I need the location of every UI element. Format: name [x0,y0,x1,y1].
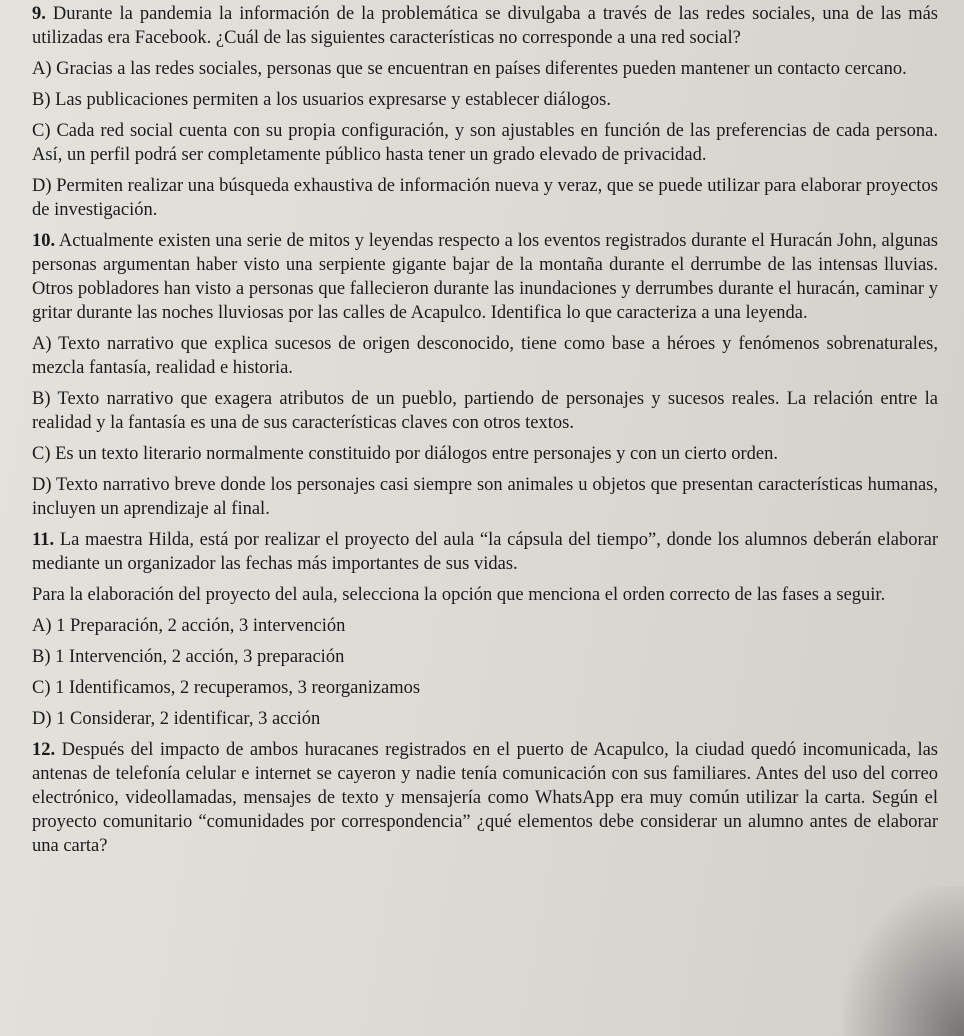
option-a: A) Texto narrativo que explica sucesos de origen desconocido, tiene como base a héroes y fenómenos sobrenaturales, mezcla fantasía, realidad e historia. [32,334,938,378]
option-a: A) 1 Preparación, 2 acción, 3 intervención [32,616,346,636]
question-stem [32,528,938,576]
question-9 [32,2,938,222]
question-number: 9. [32,4,46,24]
question-number: 12. [32,740,56,760]
question-11 [32,528,938,731]
option-d: D) Permiten realizar una búsqueda exhaustiva de información nueva y veraz, que se puede utilizar para elaborar proyectos de investigación. [32,176,938,220]
question-stem [32,738,938,858]
option-c: C) Cada red social cuenta con su propia configuración, y son ajustables en función de las preferencias de cada persona. Así, un perfil podrá ser completamente público hasta tener un grado elevado de privacidad. [32,121,938,165]
question-stem [32,229,938,325]
question-stem [32,2,938,50]
option-b: B) 1 Intervención, 2 acción, 3 preparación [32,647,345,667]
question-10 [32,229,938,521]
question-text: Durante la pandemia la información de la problemática se divulgaba a través de las redes sociales, una de las más utilizadas era Facebook. ¿Cuál de las siguientes características no corresponde a una red social? [32,4,938,48]
option-d: D) Texto narrativo breve donde los personajes casi siempre son animales u objetos que presentan características humanas, incluyen un aprendizaje al final. [32,475,938,519]
question-text: La maestra Hilda, está por realizar el proyecto del aula “la cápsula del tiempo”, donde los alumnos deberán elaborar mediante un organizador las fechas más importantes de sus vidas. [32,530,938,574]
option-c: C) 1 Identificamos, 2 recuperamos, 3 reorganizamos [32,678,421,698]
option-b: B) Las publicaciones permiten a los usuarios expresarse y establecer diálogos. [32,90,611,110]
question-text: Después del impacto de ambos huracanes registrados en el puerto de Acapulco, la ciudad quedó incomunicada, las antenas de telefonía celular e internet se cayeron y nadie tenía comunicación con sus familiares. Antes del uso del correo electrónico, videollamadas, mensajes de texto y mensajería como WhatsApp era muy común utilizar la carta. Según el proyecto comunitario “comunidades por correspondencia” ¿qué elementos debe considerar un alumno antes de elaborar una carta? [32,740,939,856]
option-a: A) Gracias a las redes sociales, personas que se encuentran en países diferentes pueden mantener un contacto cercano. [32,59,907,79]
photo-shadow [844,886,964,1036]
question-number: 11. [32,530,55,550]
option-c: C) Es un texto literario normalmente constituido por diálogos entre personajes y con un cierto orden. [32,444,778,464]
question-12 [32,738,938,858]
option-d: D) 1 Considerar, 2 identificar, 3 acción [32,709,321,729]
question-text: Actualmente existen una serie de mitos y leyendas respecto a los eventos registrados durante el Huracán John, algunas personas argumentan haber visto una serpiente gigante bajar de la montaña durante el derrumbe de las intensas lluvias. Otros pobladores han visto a personas que fallecieron durante las inundaciones y derrumbes durante el huracán, caminar y gritar durante las noches lluviosas por las calles de Acapulco. Identifica lo que caracteriza a una leyenda. [32,231,938,323]
option-b: B) Texto narrativo que exagera atributos de un pueblo, partiendo de personajes y sucesos reales. La relación entre la realidad y la fantasía es una de sus características claves con otros textos. [32,389,938,433]
question-number: 10. [32,231,56,251]
question-instruction: Para la elaboración del proyecto del aula, selecciona la opción que menciona el orden correcto de las fases a seguir. [32,585,886,605]
